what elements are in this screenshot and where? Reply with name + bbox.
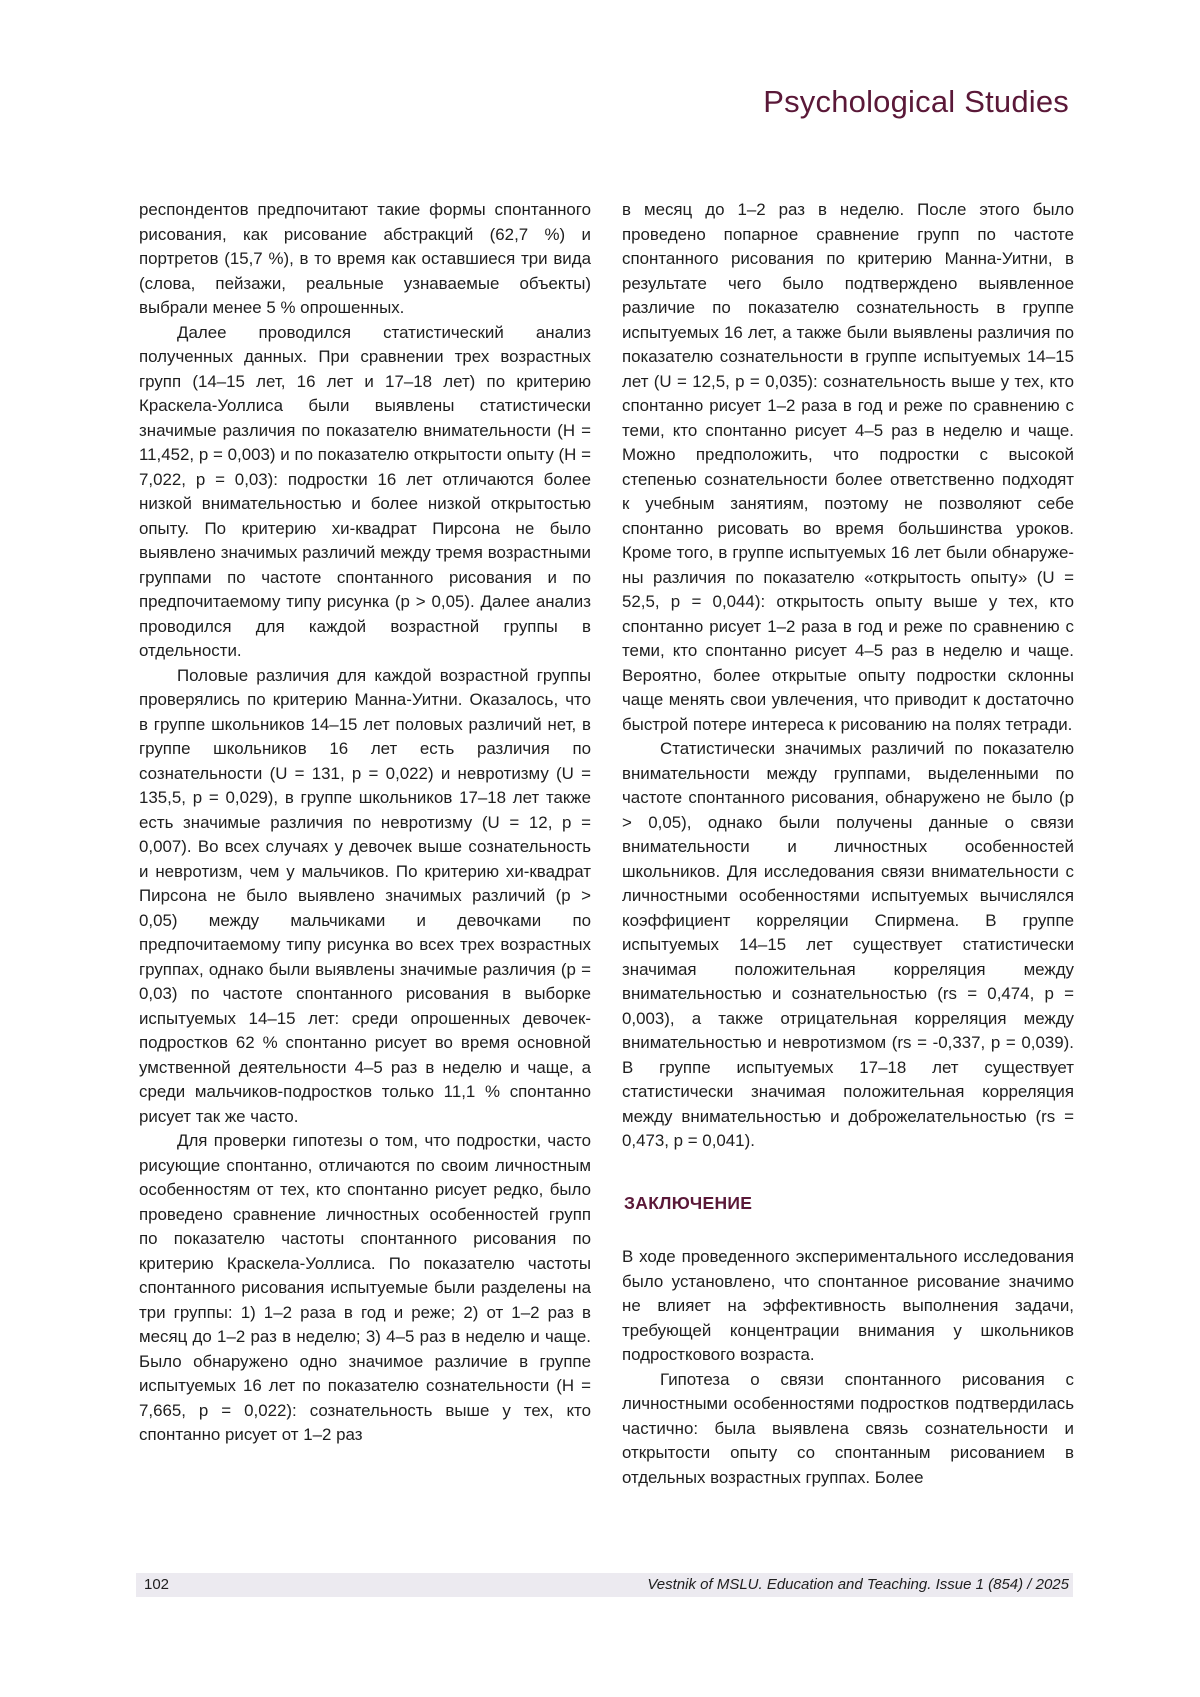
paragraph: Статистически значимых различий по показателю внимательности между группами, выделенными по частоте спонтанного рисования, обнаружено не было (p > 0,05), однако были получены данные о связи внимательности и личностных особенностей школьников. Для исследования связи внимательности с личностными особенностями испытуемых вычислялся коэффициент корреляции Спирмена. В группе испытуемых 14–15 лет существует статистически значимая положительная корреляция между внимательностью и сознательностью (rs = 0,474, p = 0,003), а также отрицательная корреляция между внимательностью и невротизмом (rs = -0,337, p = 0,039). В группе испытуемых 17–18 лет существует статистически значимая положительная корреляция между внимательностью и доброжелательностью (rs = 0,473, p = 0,041). (622, 739, 1074, 1150)
paragraph: Половые различия для каждой возрастной группы проверялись по критерию Манна-Уитни. Оказалось, что в группе школьников 14–15 лет половых различий нет, в группе школьников 16 лет есть различия по сознательности (U = 131, p = 0,022) и невротизму (U = 135,5, p = 0,029), в группе школьников 17–18 лет также есть значимые различия по невротизму (U = 12, p = 0,007). Во всех случаях у девочек выше сознательность и невротизм, чем у мальчиков. По критерию хи-квадрат Пирсона не было выявлено значимых различий (p > 0,05) между мальчиками и девочками по предпочитаемому типу рисунка во всех трех возрастных группах, однако были выявлены значимые различия (p = 0,03) по частоте спонтанного рисования в выборке испытуемых 14–15 лет: среди опрошенных девочек-подростков 62 % спонтанно рисует во время основной умственной деятельности 4–5 раз в неделю и чаще, а среди мальчиков-подростков только 11,1 % спонтанно рисует так же часто. (139, 665, 591, 1126)
journal-citation: Vestnik of MSLU. Education and Teaching. Issue 1 (854) / 2025 (647, 1576, 1069, 1593)
paragraph: Далее проводился статистический анализ полученных данных. При сравнении трех возрастных групп (14–15 лет, 16 лет и 17–18 лет) по критерию Краскела-Уоллиса были выявлены статистически значимые различия по показателю внимательности (H = 11,452, p = 0,003) и по показателю открытости опыту (H = 7,022, p = 0,03): подростки 16 лет отличаются более низкой внимательностью и более низкой открытостью опыту. По критерию хи-квадрат Пирсона не было выявлено значимых различий между тремя возрастными группами по частоте спонтанного рисования и по предпочитаемому типу рисунка (p > 0,05). Далее анализ проводился для каждой возрастной группы в отдельности. (139, 322, 591, 660)
section-heading-conclusion: ЗАКЛЮЧЕНИЕ (624, 1192, 753, 1213)
paragraph: В ходе проведенного экспериментального исследования было установлено, что спонтанное рисование значимо не влияет на эффективность выполнения задачи, требующей концентрации внимания у школьников подросткового возраста. (622, 1247, 1074, 1364)
right-column (622, 198, 1074, 1490)
paragraph: Гипотеза о связи спонтанного рисования с личностными особенностями подростков подтвердилась частично: была выявлена связь сознательности и открытости опыту со спонтанным рисованием в отдельных возрастных группах. Более (622, 1369, 1074, 1487)
paragraph: в месяц до 1–2 раз в неделю. После этого было проведено попарное сравнение групп по частоте спонтанного рисования по критерию Манна-Уитни, в результате чего было подтверждено выявленное различие по показателю сознательность в группе испытуемых 16 лет, а также были выявлены различия по показателю сознательности в группе испытуемых 14–15 лет (U = 12,5, p = 0,035): сознательность выше у тех, кто спонтанно рисует 1–2 раза в год и реже по сравнению с теми, кто спонтанно рисует 4–5 раз в неделю и чаще. Можно предположить, что подростки с высокой степенью сознательности более ответственно подходят к учебным занятиям, поэтому не позволяют себе спонтанно рисовать во время большинства уроков. Кроме того, в группе испытуемых 16 лет были обнаружены различия по показателю «открытость опыту» (U = 52,5, p = 0,044): открытость опыту выше у тех, кто спонтанно рисует 1–2 раза в год и реже по сравнению с теми, кто спонтанно рисует 4–5 раз в неделю и чаще. Вероятно, более открытые опыту подростки склонны чаще менять свои увлечения, что приводит к достаточно быстрой потере интереса к рисованию на полях тетради. (622, 200, 1074, 734)
paragraph: Для проверки гипотезы о том, что подростки, часто рисующие спонтанно, отличаются по своим личностным особенностям от тех, кто спонтанно рисует редко, было проведено сравнение личностных особенностей групп по показателю частоты спонтанного рисования по критерию Краскела-Уоллиса. По показателю частоты спонтанного рисования испытуемые были разделены на три группы: 1) 1–2 раза в год и реже; 2) от 1–2 раз в месяц до 1–2 раз в неделю; 3) 4–5 раз в неделю и чаще. Было обнаружено одно значимое различие в группе испытуемых 16 лет по показателю сознательности (H = 7,665, p = 0,022): сознательность выше у тех, кто спонтанно рисует от 1–2 раз (139, 1131, 591, 1444)
left-column (139, 198, 591, 1448)
page-footer (136, 1573, 1073, 1597)
page-number: 102 (144, 1576, 170, 1593)
paragraph: респондентов предпочитают такие формы спонтанного рисования, как рисование абстракций (62,7 %) и портретов (15,7 %), в то время как оставшиеся три вида (слова, пейзажи, реальные узнаваемые объекты) выбрали менее 5 % опрошенных. (139, 200, 591, 317)
journal-section-title: Psychological Studies (763, 84, 1069, 119)
